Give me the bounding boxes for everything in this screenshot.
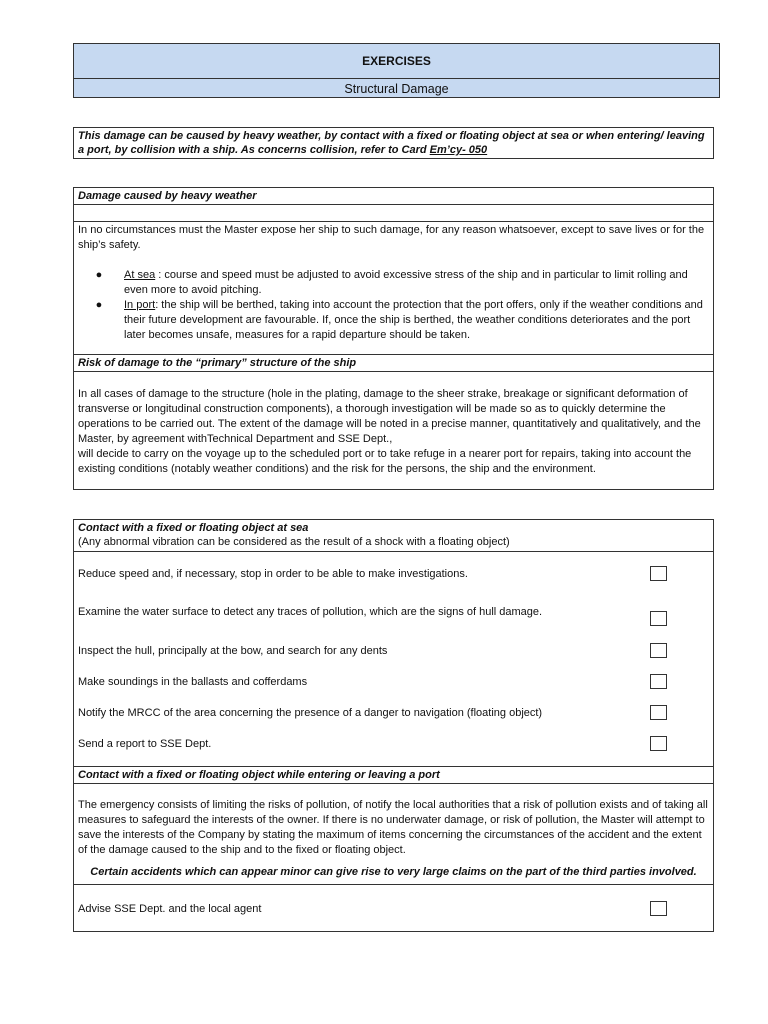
document-title: EXERCISES	[74, 44, 719, 79]
checkbox[interactable]	[650, 705, 667, 720]
contact-sea-heading: Contact with a fixed or floating object at sea	[78, 522, 309, 534]
contact-sea-section	[73, 519, 714, 932]
checkbox[interactable]	[650, 674, 667, 689]
divider	[74, 551, 713, 552]
bullet-icon: ●	[95, 269, 103, 281]
risk-heading: Risk of damage to the “primary” structure of the ship	[74, 355, 713, 372]
contact-port-paragraph: The emergency consists of limiting the risks of pollution, of notify the local authorities that a risk of pollution exists and of taking all measures to safeguard the interests of the owner. If there is no underwater damage, or risk of pollution, the Master will attempt to save the interests of the Company by stating the maximum of items concerning the circumstances of the accident and the extent of the damage caused to the ship and to the fixed or floating object.	[78, 799, 708, 856]
bullet-label: At sea	[124, 269, 156, 281]
checkbox[interactable]	[650, 643, 667, 658]
contact-sea-note: (Any abnormal vibration can be considered as the result of a shock with a floating object)	[78, 536, 510, 548]
checklist-item-text: Send a report to SSE Dept.	[78, 738, 212, 750]
bullet-text: : course and speed must be adjusted to avoid excessive stress of the ship and in particular to limit rolling and even more to avoid pitching.	[124, 269, 688, 296]
checklist-item-text: Examine the water surface to detect any traces of pollution, which are the signs of hull damage.	[78, 606, 543, 618]
bullet-icon: ●	[95, 299, 103, 311]
checklist-item-text: Reduce speed and, if necessary, stop in order to be able to make investigations.	[78, 568, 468, 580]
heavy-weather-heading: Damage caused by heavy weather	[74, 188, 713, 205]
contact-port-heading: Contact with a fixed or floating object while entering or leaving a port	[74, 767, 713, 784]
checkbox[interactable]	[650, 566, 667, 581]
checklist-item-text: Notify the MRCC of the area concerning the presence of a danger to navigation (floating object)	[78, 707, 543, 719]
heavy-weather-body	[74, 221, 713, 343]
intro-text: This damage can be caused by heavy weather, by contact with a fixed or floating object at sea or when entering/ leaving a port, by collision with a ship. As concerns collision, refer to Card	[78, 130, 705, 156]
checkbox[interactable]	[650, 901, 667, 916]
checklist-item-text: Advise SSE Dept. and the local agent	[78, 903, 262, 915]
contact-port-warning: Certain accidents which can appear minor can give rise to very large claims on the part of the third parties involved.	[90, 866, 697, 878]
risk-subsection	[74, 354, 713, 477]
spacer-row	[74, 205, 713, 221]
bullet-label: In port	[124, 299, 156, 311]
heavy-weather-paragraph: In no circumstances must the Master expose her ship to such damage, for any reason whatsoever, except to save lives or for the ship’s safety.	[78, 224, 705, 251]
intro-box	[73, 127, 714, 159]
checklist-item-text: Inspect the hull, principally at the bow, and search for any dents	[78, 645, 388, 657]
risk-paragraph-1: In all cases of damage to the structure (hole in the plating, damage to the sheer strake, breakage or significant deformation of transverse or longitudinal construction components), a thorough investigation will be made so as to quickly determine the operations to be carried out. The extent of the damage will be noted in a precise manner, quantitatively and qualitatively, and the Master, by agreement withTechnical Department and SSE Dept.,	[78, 388, 701, 445]
bullet-at-sea	[74, 268, 713, 298]
bullet-in-port	[74, 298, 713, 343]
heavy-weather-section	[73, 187, 714, 490]
card-reference: Em’cy- 050	[429, 144, 488, 156]
divider	[74, 884, 713, 885]
checkbox[interactable]	[650, 611, 667, 626]
checklist-item-text: Make soundings in the ballasts and cofferdams	[78, 676, 308, 688]
document-header	[73, 43, 720, 98]
bullet-text: : the ship will be berthed, taking into account the protection that the port offers, only if the weather conditions and their future development are favourable. If, once the ship is berthed, the weather conditions deteriorates and the port later becomes unsafe, measures for a rapid departure should be taken.	[124, 299, 703, 341]
risk-paragraph-2: will decide to carry on the voyage up to the scheduled port or to take refuge in a nearer port for repairs, taking into account the existing conditions (notably weather conditions) and the risk for the persons, the ship and the environment.	[78, 448, 692, 475]
checkbox[interactable]	[650, 736, 667, 751]
document-subtitle: Structural Damage	[344, 81, 449, 96]
contact-port-subsection	[74, 767, 713, 880]
